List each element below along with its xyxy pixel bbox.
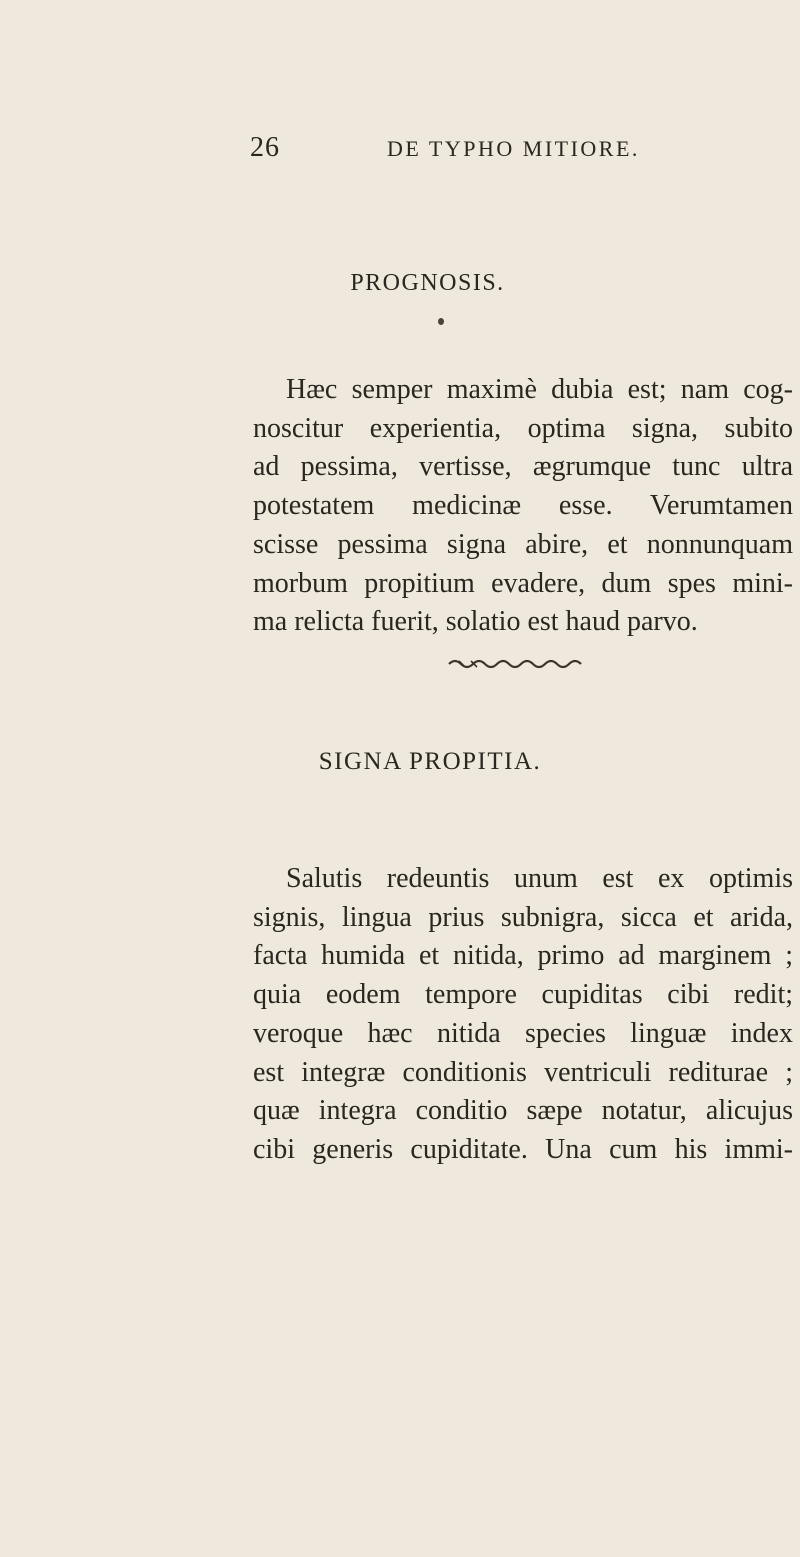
text-line: cibi generis cupiditate. Una cum his immi- (253, 1133, 793, 1165)
section-heading-signa-propitia: SIGNA PROPITIA. (318, 748, 542, 775)
paragraph-signa-propitia (253, 860, 793, 1170)
section-divider-ornament (447, 657, 587, 671)
text-line: morbum propitium evadere, dum spes mini- (253, 567, 793, 599)
section-heading-prognosis: PROGNOSIS. (350, 270, 505, 296)
ornament-dot (438, 318, 444, 325)
text-line: Hæc semper maximè dubia est; nam cog- (286, 374, 793, 405)
text-line: scisse pessima signa abire, et nonnunquam (253, 528, 793, 560)
text-line: Salutis redeuntis unum est ex optimis (286, 863, 793, 894)
text-line: facta humida et nitida, primo ad marginem ; (253, 940, 793, 972)
text-line: ad pessima, vertisse, ægrumque tunc ultra (253, 451, 793, 483)
text-line: quæ integra conditio sæpe notatur, alicujus (253, 1095, 793, 1127)
text-line: ma relicta fuerit, solatio est haud parvo. (253, 606, 698, 638)
text-line: est integræ conditionis ventriculi rediturae ; (253, 1056, 793, 1088)
text-line: signis, lingua prius subnigra, sicca et arida, (253, 901, 793, 933)
text-line: veroque hæc nitida species linguæ index (253, 1017, 793, 1049)
text-line: potestatem medicinæ esse. Verumtamen (253, 490, 793, 522)
text-line: quia eodem tempore cupiditas cibi redit; (253, 979, 793, 1011)
page-number: 26 (250, 132, 280, 163)
paragraph-prognosis (253, 371, 793, 642)
running-title: DE TYPHO MITIORE. (387, 136, 640, 161)
text-line: noscitur experientia, optima signa, subito (253, 412, 793, 444)
